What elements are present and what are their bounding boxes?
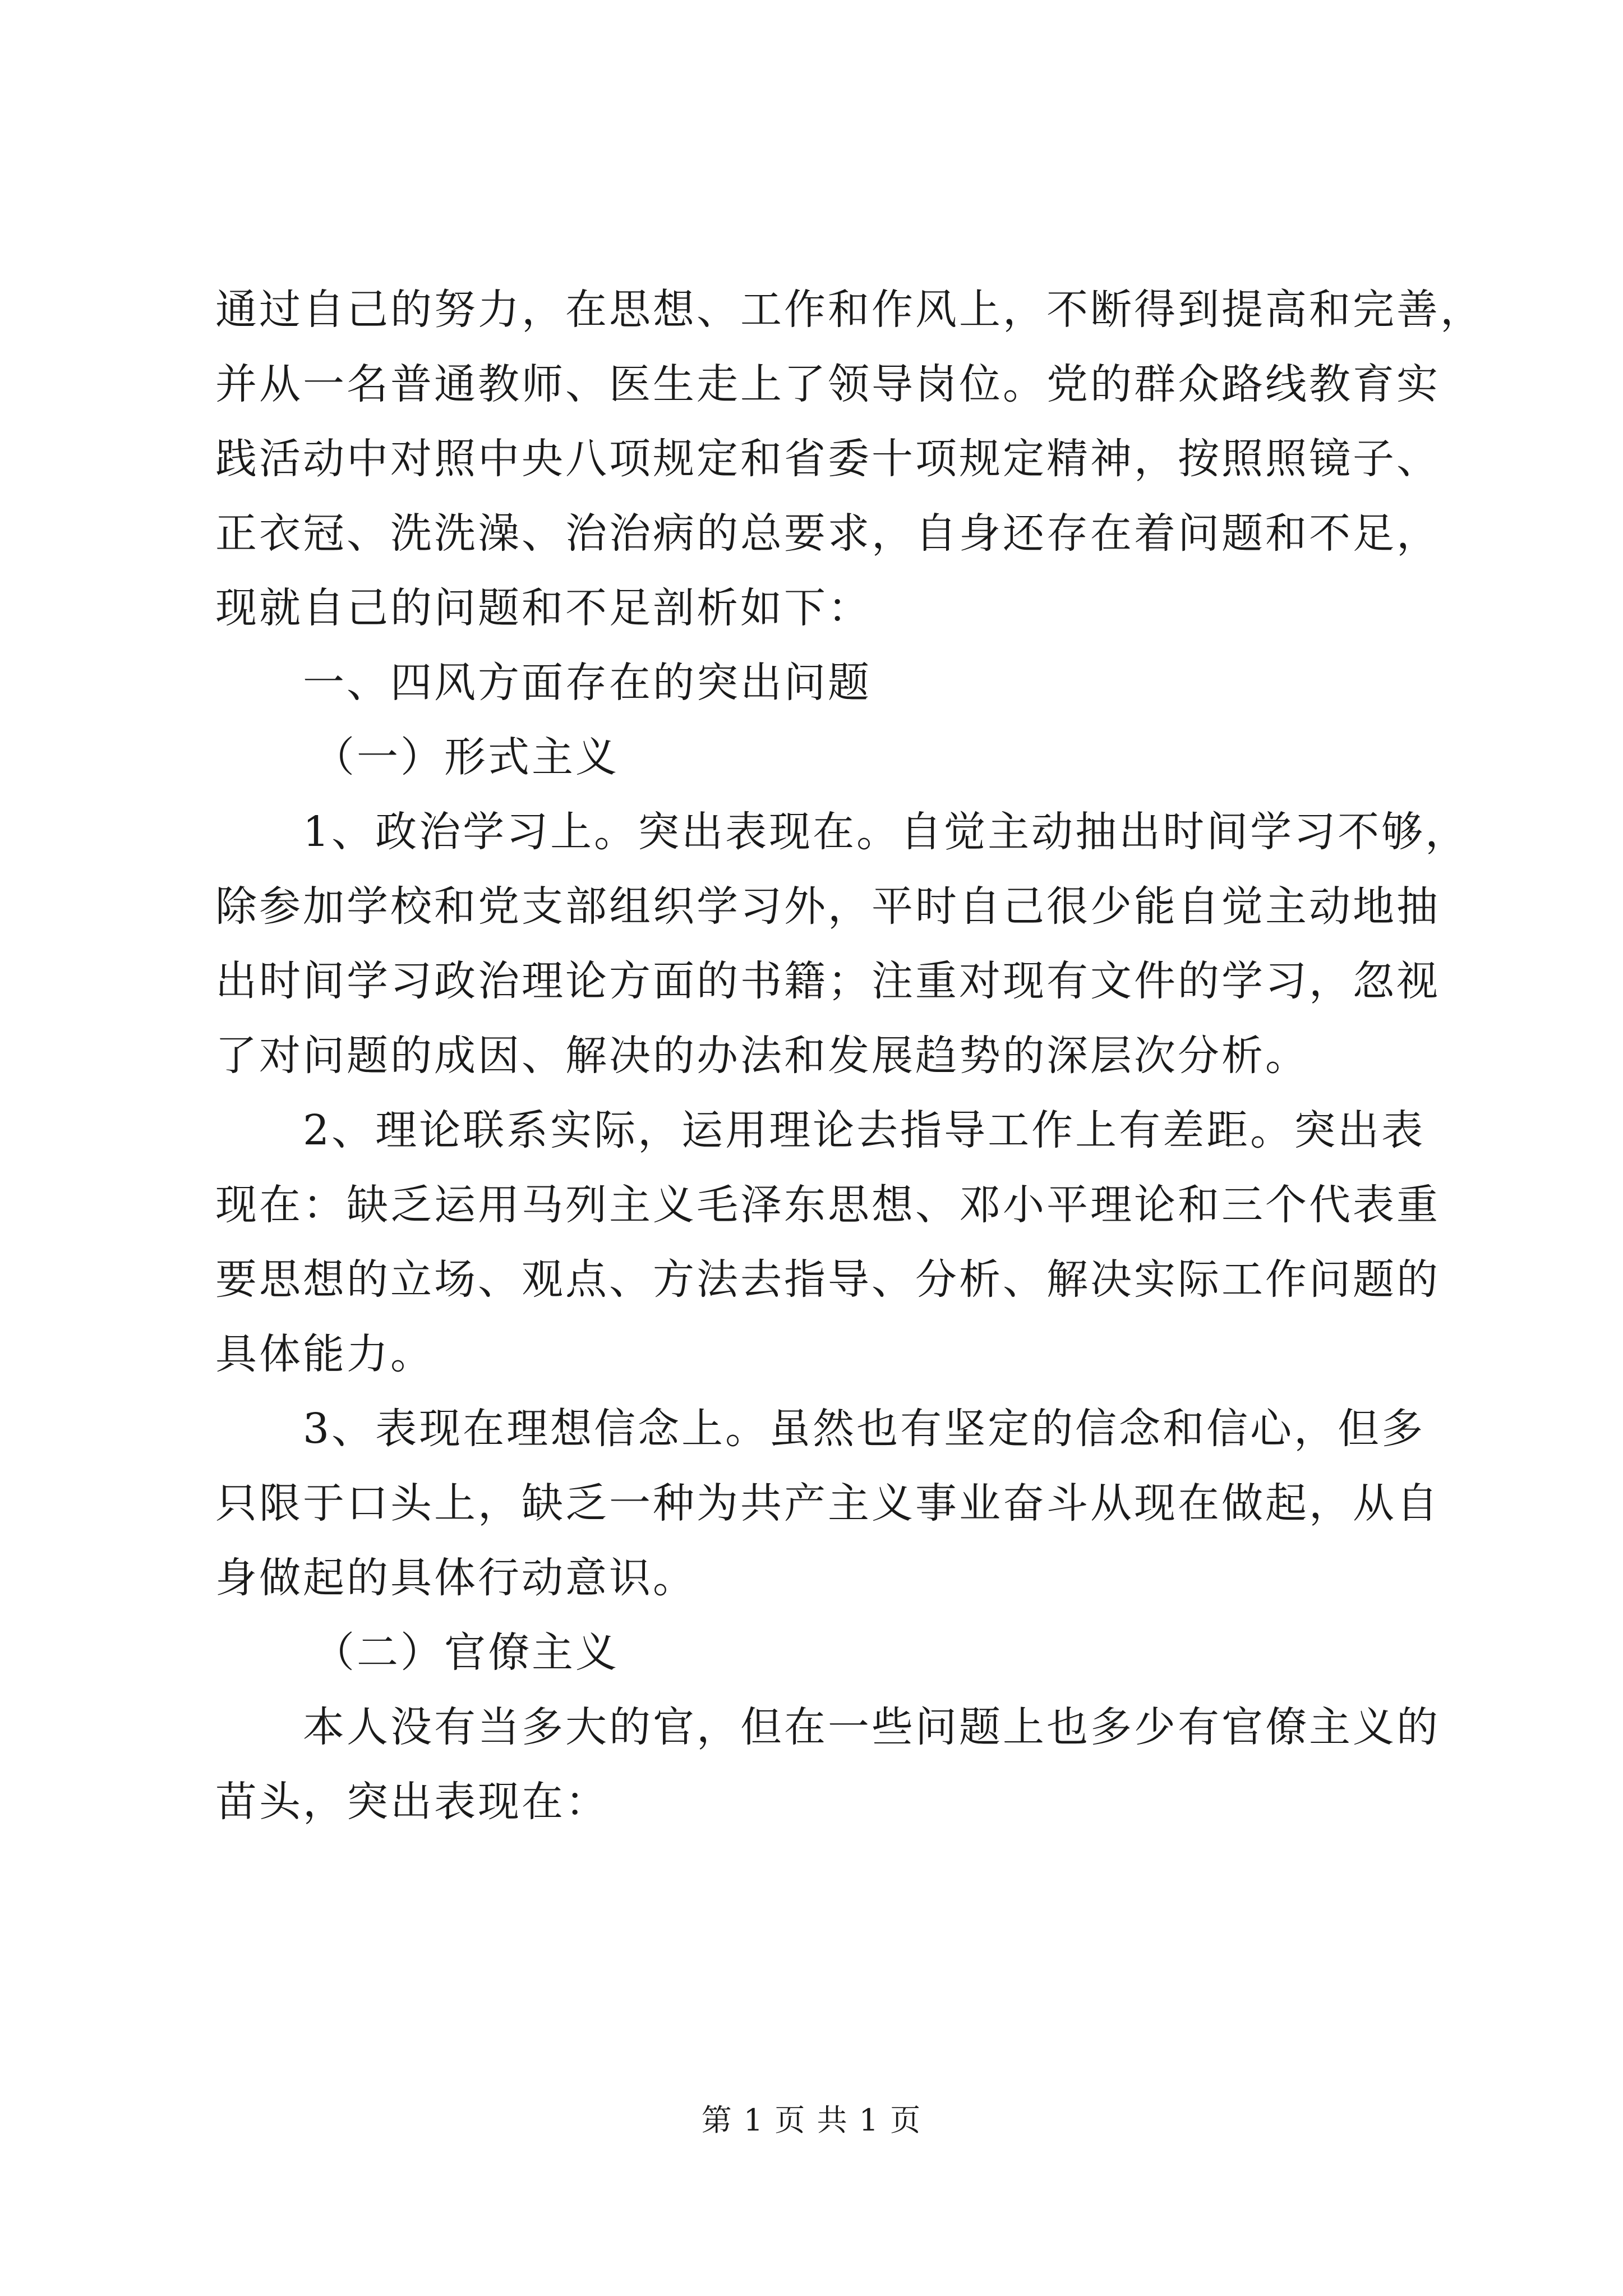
paragraph-line: 本人没有当多大的官，但在一些问题上也多少有官僚主义的 bbox=[303, 1703, 1440, 1751]
paragraph-line: 了对问题的成因、解决的办法和发展趋势的深层次分析。 bbox=[215, 1032, 1309, 1080]
paragraph-line: 要思想的立场、观点、方法去指导、分析、解决实际工作问题的 bbox=[215, 1255, 1440, 1304]
paragraph-line: 通过自己的努力，在思想、工作和作风上，不断得到提高和完善， bbox=[215, 286, 1484, 334]
paragraph-line: 身做起的具体行动意识。 bbox=[215, 1554, 697, 1602]
paragraph-line: 并从一名普通教师、医生走上了领导岗位。党的群众路线教育实 bbox=[215, 360, 1440, 408]
paragraph-line: 3、表现在理想信念上。虽然也有坚定的信念和信心，但多 bbox=[303, 1405, 1426, 1453]
paragraph-line: 正衣冠、洗洗澡、治治病的总要求，自身还存在着问题和不足， bbox=[215, 509, 1440, 558]
paragraph-line: 除参加学校和党支部组织学习外，平时自己很少能自觉主动地抽 bbox=[215, 882, 1440, 931]
paragraph-line: 1、政治学习上。突出表现在。自觉主动抽出时间学习不够， bbox=[303, 808, 1469, 856]
paragraph-line: 只限于口头上，缺乏一种为共产主义事业奋斗从现在做起，从自 bbox=[215, 1479, 1440, 1527]
subsection-heading: （二）官僚主义 bbox=[313, 1628, 619, 1677]
paragraph-line: 2、理论联系实际，运用理论去指导工作上有差距。突出表 bbox=[303, 1106, 1426, 1154]
subsection-heading: （一）形式主义 bbox=[313, 733, 619, 781]
section-heading: 一、四风方面存在的突出问题 bbox=[303, 659, 872, 707]
page-footer: 第 1 页 共 1 页 bbox=[701, 2102, 922, 2138]
paragraph-line: 现就自己的问题和不足剖析如下： bbox=[215, 584, 872, 632]
paragraph-line: 践活动中对照中央八项规定和省委十项规定精神，按照照镜子、 bbox=[215, 435, 1440, 483]
paragraph-line: 具体能力。 bbox=[215, 1330, 434, 1378]
paragraph-line: 出时间学习政治理论方面的书籍；注重对现有文件的学习，忽视 bbox=[215, 957, 1440, 1005]
paragraph-line: 苗头，突出表现在： bbox=[215, 1778, 609, 1826]
paragraph-line: 现在：缺乏运用马列主义毛泽东思想、邓小平理论和三个代表重 bbox=[215, 1181, 1440, 1229]
